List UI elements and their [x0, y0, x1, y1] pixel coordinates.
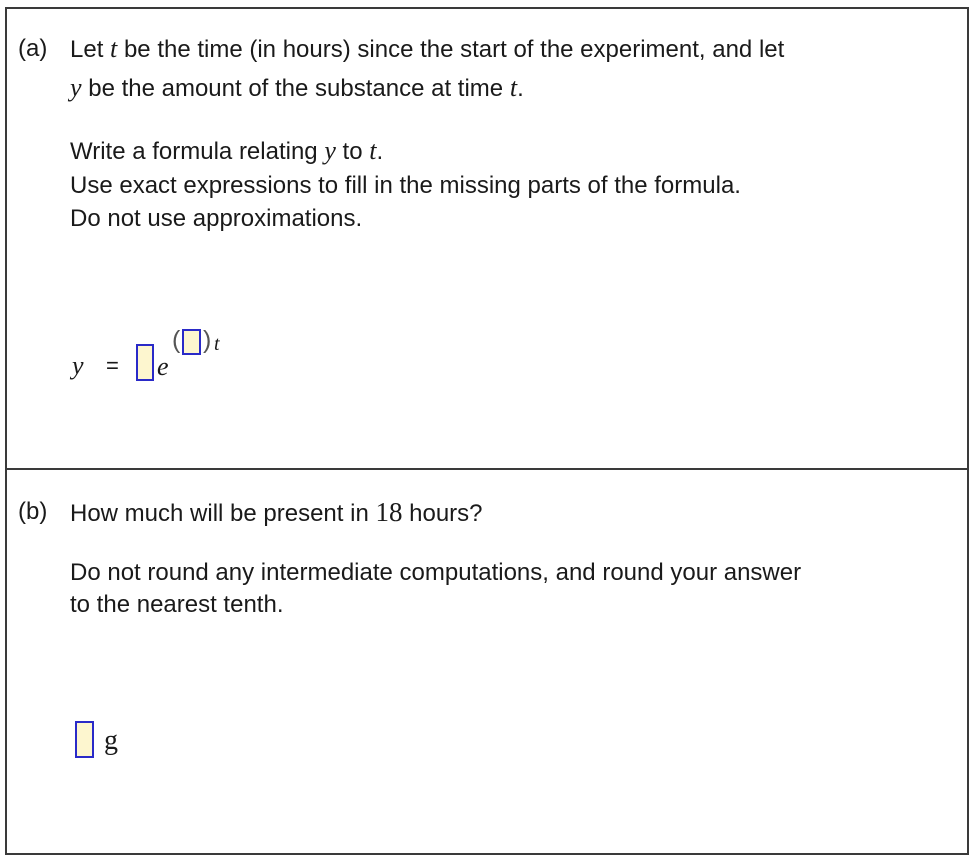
- part-a-intro-line2: y be the amount of the substance at time t.: [70, 73, 524, 102]
- instruction-line1: Write a formula relating y to t.: [70, 136, 384, 165]
- part-b-question: How much will be present in 18 hours?: [70, 497, 483, 527]
- rate-input[interactable]: [182, 329, 201, 355]
- unit-label: g: [104, 725, 118, 756]
- var-y: y: [70, 73, 82, 102]
- hours-number: 18: [375, 497, 403, 527]
- part-b-instruction-line2: to the nearest tenth.: [70, 591, 284, 618]
- part-b-label: (b): [18, 498, 48, 525]
- exponent-open-paren: (: [172, 326, 181, 354]
- var-y: y: [324, 136, 336, 165]
- exponent-var-t: t: [214, 333, 220, 355]
- coefficient-input[interactable]: [136, 344, 154, 381]
- part-a-label: (a): [18, 35, 48, 62]
- instruction-line3: Do not use approximations.: [70, 205, 363, 232]
- exponent-close-paren: ): [203, 326, 212, 354]
- part-b-instruction-line1: Do not round any intermediate computations, and round your answer: [70, 559, 802, 586]
- var-t: t: [110, 34, 118, 63]
- part-a-intro-line1: Let t be the time (in hours) since the start of the experiment, and let: [70, 34, 785, 63]
- instruction-line2: Use exact expressions to fill in the missing parts of the formula.: [70, 172, 741, 199]
- var-t: t: [509, 73, 518, 102]
- answer-input[interactable]: [75, 721, 94, 758]
- formula-base-e: e: [157, 352, 169, 381]
- formula-equals: =: [106, 353, 119, 378]
- formula-lhs-y: y: [72, 351, 84, 380]
- var-t: t: [369, 136, 377, 165]
